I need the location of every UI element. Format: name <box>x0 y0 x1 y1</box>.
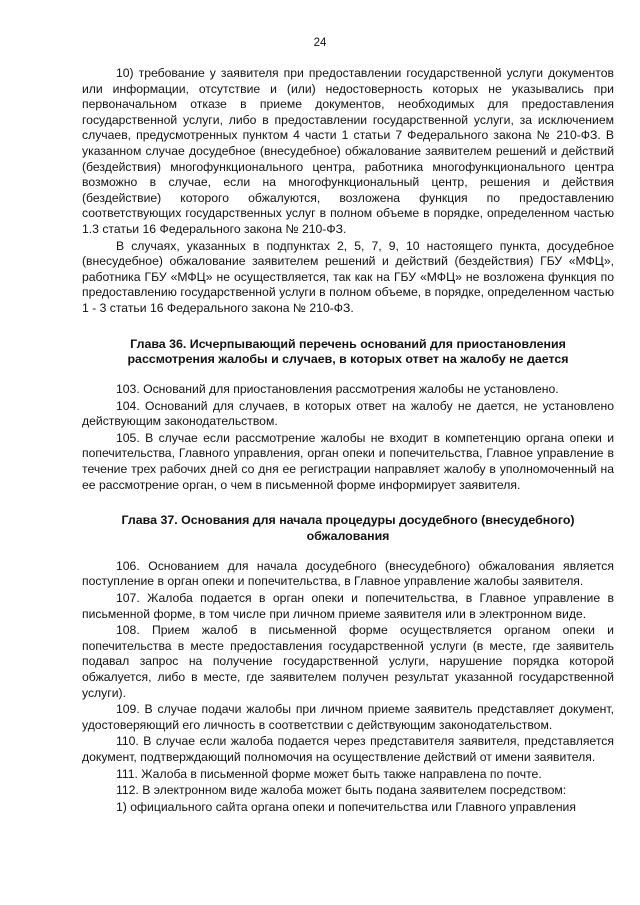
page-number: 24 <box>313 37 327 49</box>
paragraph-106: 106. Основанием для начала досудебного (внесудебного) обжалования является поступление в орган опеки и попечительства, в Главное управление жалобы заявителя. <box>82 558 614 589</box>
paragraph-cases-note: В случаях, указанных в подпунктах 2, 5, 7, 9, 10 настоящего пункта, досудебное (внесудебное) обжалование заявителем решений и действий (бездействия) ГБУ «МФЦ», работника ГБУ «МФЦ» не осуществляется, так как на ГБУ «МФЦ» не возложена функция по предоставлению государственной услуги в полном объеме, в порядке, определенном частью 1 - 3 статьи 16 Федерального закона № 210-ФЗ. <box>82 238 614 315</box>
document-body <box>82 66 614 815</box>
paragraph-103: 103. Оснований для приостановления рассмотрения жалобы не установлено. <box>116 382 559 397</box>
chapter-36-heading: Глава 36. Исчерпывающий перечень оснований для приостановления рассмотрения жалобы и случаев, в которых ответ на жалобу не дается <box>127 336 569 367</box>
paragraph-107: 107. Жалоба подается в орган опеки и попечительства, в Главное управление в письменной форме, в том числе при личном приеме заявителя или в электронном виде. <box>82 591 614 621</box>
chapter-37-heading: Глава 37. Основания для начала процедуры досудебного (внесудебного) обжалования <box>121 513 575 544</box>
paragraph-104: 104. Оснований для случаев, в которых ответ на жалобу не дается, не установлено действующим законодательством. <box>82 398 614 429</box>
paragraph-111: 111. Жалоба в письменной форме может быть также направлена по почте. <box>116 766 542 781</box>
paragraph-112-item-1: 1) официального сайта органа опеки и попечительства или Главного управления <box>116 799 576 814</box>
paragraph-105: 105. В случае если рассмотрение жалобы не входит в компетенцию органа опеки и попечительства, Главного управления, орган опеки и попечительства, Главное управление в течение трех рабочих дней со дня ее регистрации направляет жалобу в уполномоченный на ее рассмотрение орган, о чем в письменной форме информирует заявителя. <box>82 430 614 492</box>
paragraph-108: 108. Прием жалоб в письменной форме осуществляется органом опеки и попечительства в месте предоставления государственной услуги (в месте, где заявитель подавал запрос на получение государственной услуги, нарушение порядка которой обжалуется, либо в месте, где заявителем получен результат указанной государственной услуги). <box>82 623 614 700</box>
paragraph-112: 112. В электронном виде жалоба может быть подана заявителем посредством: <box>116 783 567 798</box>
paragraph-110: 110. В случае если жалоба подается через представителя заявителя, представляется документ, подтверждающий полномочия на осуществление действий от имени заявителя. <box>82 734 614 764</box>
paragraph-109: 109. В случае подачи жалобы при личном приеме заявитель представляет документ, удостоверяющий его личность в соответствии с действующим законодательством. <box>82 702 614 732</box>
paragraph-item-10: 10) требование у заявителя при предоставлении государственной услуги документов или информации, отсутствие и (или) недостоверность которых не указывались при первоначальном отказе в приеме документов, необходимых для предоставления государственной услуги, либо в предоставлении государственной услуги, за исключением случаев, предусмотренных пунктом 4 части 1 статьи 7 Федерального закона № 210-ФЗ. В указанном случае досудебное (внесудебное) обжалование заявителем решений и действий (бездействия) многофункционального центра, работника многофункционального центра возможно в случае, если на многофункциональный центр, решения и действия (бездействие) которого обжалуются, возложена функция по предоставлению соответствующих государственных услуг в полном объеме в порядке, определенном частью 1.3 статьи 16 Федерального закона № 210-ФЗ. <box>82 66 614 236</box>
